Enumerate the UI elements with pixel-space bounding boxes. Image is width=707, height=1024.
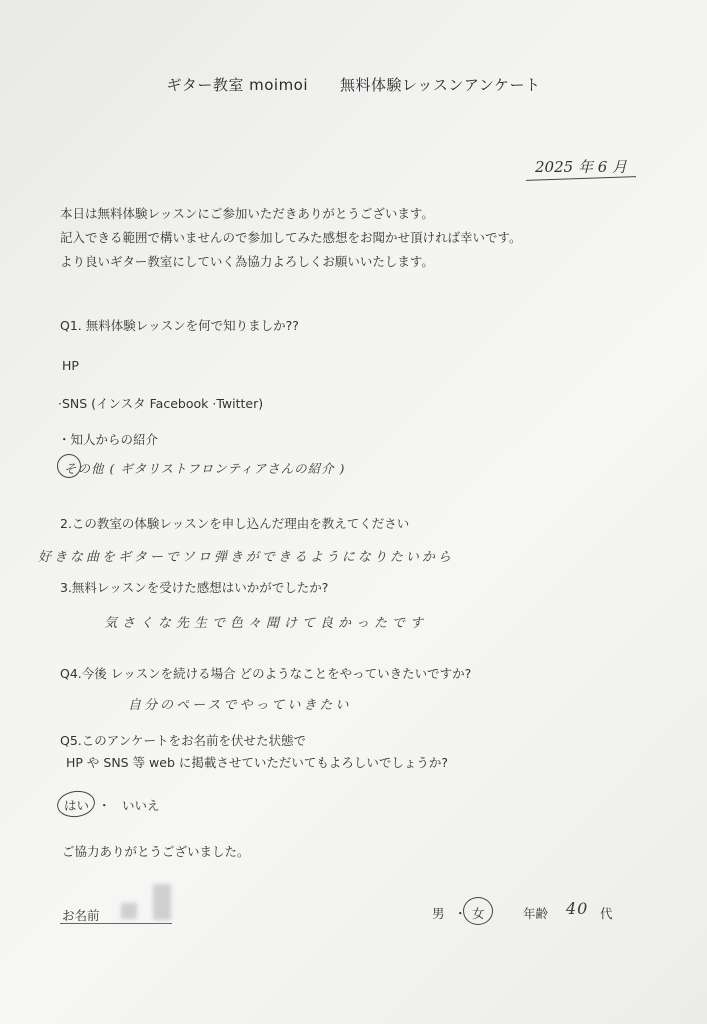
intro-line-2: 記入できる範囲で構いませんので参加してみた感想をお聞かせ頂ければ幸いです。 xyxy=(60,230,522,245)
thanks-message: ご協力ありがとうございました。 xyxy=(62,844,250,859)
gender-separator: ・ xyxy=(454,906,467,921)
q1-option-other: その他 ( ギタリストフロンティアさんの紹介 ) xyxy=(64,461,346,476)
name-redaction-2 xyxy=(153,884,171,920)
q1-option-sns: ·SNS (インスタ Facebook ·Twitter) xyxy=(58,396,264,411)
question-5-line-2: HP や SNS 等 web に掲載させていただいてもよろしいでしょうか? xyxy=(66,755,449,770)
q5-separator: ・ xyxy=(98,798,111,813)
intro-line-3: より良いギター教室にしていく為協力よろしくお願いいたします。 xyxy=(60,254,434,269)
school-name: ギター教室 moimoi xyxy=(166,76,309,94)
gender-male: 男 xyxy=(432,906,445,921)
page-title xyxy=(0,74,707,95)
question-5-line-1: Q5.このアンケートをお名前を伏せた状態で xyxy=(60,733,307,748)
q2-answer: 好きな曲をギターでソロ弾きができるようになりたいから xyxy=(38,550,454,565)
q1-option-hp: HP xyxy=(62,358,79,373)
q3-answer: 気さくな先生で色々聞けて良かったです xyxy=(104,616,429,631)
q5-no: いいえ xyxy=(122,798,160,813)
name-label: お名前 xyxy=(62,908,100,923)
age-value: 40 xyxy=(566,899,589,918)
q1-option-friend: ・知人からの紹介 xyxy=(58,432,159,447)
question-3: 3.無料レッスンを受けた感想はいかがでしたか? xyxy=(60,580,329,595)
q5-yes: はい xyxy=(64,798,90,813)
name-underline xyxy=(60,923,172,924)
date-handwritten: 2025 年 6 月 xyxy=(535,158,628,176)
question-4: Q4.今後 レッスンを続ける場合 どのようなことをやっていきたいですか? xyxy=(60,666,472,681)
gender-female: 女 xyxy=(472,906,485,921)
age-suffix: 代 xyxy=(600,906,613,921)
age-label: 年齢 xyxy=(523,906,549,921)
q4-answer: 自分のペースでやっていきたい xyxy=(128,698,352,713)
question-1: Q1. 無料体験レッスンを何で知りましか?? xyxy=(60,318,299,333)
q5-selected-circle xyxy=(55,788,96,819)
name-redaction-1 xyxy=(121,903,137,919)
gender-selected-circle xyxy=(463,897,493,925)
q1-selected-circle xyxy=(57,454,81,478)
question-2: 2.この教室の体験レッスンを申し込んだ理由を教えてください xyxy=(60,516,410,531)
intro-line-1: 本日は無料体験レッスンにご参加いただきありがとうございます。 xyxy=(60,206,434,221)
form-title: 無料体験レッスンアンケート xyxy=(340,76,541,94)
